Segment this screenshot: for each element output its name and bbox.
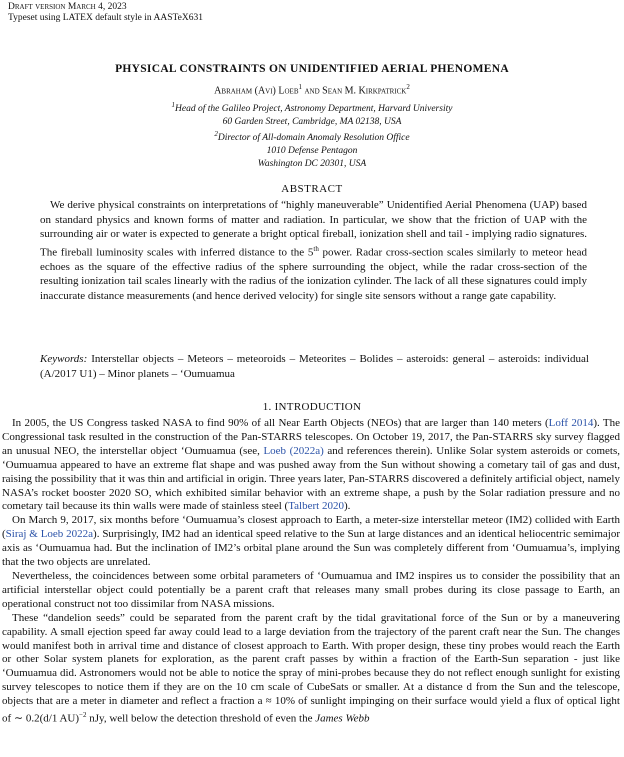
- author-separator: and: [302, 85, 323, 97]
- paragraph: [2, 417, 620, 514]
- affiliation-2: [0, 128, 624, 171]
- abstract-text-part: power. Radar cross-section scales similarly to meteor head echoes as the square of the effective radius of the sphere surrounding the object, while the radar cross-section of the resulting ionization tail scales linearly with the radius of the ionization cylinder. The lack of all these signatures could imply inaccurate distance measurements (and hence derived velocity) for single site sensors without a range gate capability.: [40, 246, 587, 302]
- keywords-label: Keywords:: [40, 353, 88, 365]
- affiliation-line: Director of All-domain Anomaly Resolution Office: [217, 133, 410, 144]
- paragraph-text: and references therein). Unlike Solar system asteroids or comets, ‘Oumuamua appeared to have an extreme flat shape and was pushed away from the Sun without showing a cometary tail of gas and dust, raising the possibility that it was thin and artificial in origin. Three years later, Pan-STARRS discovered a definitely artificial object, namely NASA’s rocket booster 2020 SO, which exhibited similar behavior with an extreme shape, a push by the Solar radiation pressure and no cometary tail because its thin walls were made of stainless steel (: [2, 444, 621, 513]
- abstract-heading: ABSTRACT: [281, 183, 343, 195]
- paragraph: [2, 612, 620, 727]
- paper-title: PHYSICAL CONSTRAINTS ON UNIDENTIFIED AERIAL PHENOMENA: [115, 63, 509, 75]
- citation-link[interactable]: Loff 2014: [548, 417, 594, 429]
- affiliation-line: 60 Garden Street, Cambridge, MA 02138, USA: [222, 117, 402, 128]
- affiliation-mark: 2: [214, 130, 218, 138]
- affiliation-line: Washington DC 20301, USA: [257, 159, 367, 170]
- section-heading: 1. INTRODUCTION: [262, 401, 362, 413]
- keywords: [40, 352, 589, 381]
- citation-link[interactable]: Talbert 2020: [288, 500, 344, 513]
- author-name: Sean M. Kirkpatrick: [322, 85, 407, 97]
- author-line: [0, 83, 624, 96]
- paragraph-text: On March 9, 2017, six months before ‘Oumuamua’s closest approach to Earth, a meter-size interstellar meteor (IM2) collided with Earth (: [2, 514, 620, 541]
- citation-link[interactable]: Loeb (2022a): [263, 444, 324, 457]
- affiliation-line: Head of the Galileo Project, Astronomy Department, Harvard University: [175, 104, 453, 115]
- paragraph-text: ). The Congressional task resulted in the construction of the Pan-STARRS telescopes. On October 19, 2017, the Pan-STARRS sky survey flagged an unusual NEO, the interstellar object ‘Oumuamua (see,: [2, 417, 620, 457]
- draft-version: Draft version March 4, 2023: [8, 2, 127, 12]
- paragraph-text: ). Surprisingly, IM2 had an identical speed relative to the Sun at large distances and an identical heliocentric semimajor axis as ‘Oumuamua had. But the inclination of IM2’s orbital plane around the Sun was completely different from ‘Oumuamua’s, implying that the two objects are unrelated.: [2, 528, 620, 569]
- paragraph-text: nJy, well below the detection threshold of even the: [86, 712, 316, 725]
- keywords-list: Interstellar objects – Meteors – meteoroids – Meteorites – Bolides – asteroids: general – asteroids: individual (A/2017 U1) – Minor planets – ‘Oumuamua: [40, 353, 589, 380]
- paragraph: Nevertheless, the coincidences between some orbital parameters of ‘Oumuamua and IM2 inspires us to consider the possibility that an artificial interstellar object could potentially be a parent craft that releases many small probes during its close passage to Earth, an operational construct not too dissimilar from NASA missions.: [2, 569, 620, 610]
- author-name: Abraham (Avi) Loeb: [214, 85, 299, 97]
- superscript: th: [313, 244, 319, 253]
- superscript: −2: [79, 711, 87, 720]
- citation-link[interactable]: Siraj & Loeb 2022a: [5, 528, 94, 541]
- section-body: [2, 417, 620, 727]
- affiliation-line: 1010 Defense Pentagon: [266, 146, 358, 157]
- affiliation-1: [0, 99, 624, 129]
- paragraph-text: James Webb: [315, 712, 370, 725]
- affiliation-mark: 2: [406, 83, 410, 91]
- paragraph: [2, 514, 620, 570]
- abstract-text: [40, 198, 587, 303]
- affiliation-mark: 1: [298, 83, 302, 91]
- paragraph-text: In 2005, the US Congress tasked NASA to find 90% of all Near Earth Objects (NEOs) that are larger than 140 meters (: [12, 417, 549, 429]
- typeset-note: Typeset using LATEX default style in AASTeX631: [8, 13, 203, 23]
- page-header: [8, 2, 203, 24]
- paragraph-text: These “dandelion seeds” could be separated from the parent craft by the tidal gravitational force of the Sun or by a maneuvering capability. A small ejection speed far away could lead to a large deviation from the trajectory of the parent craft near the Sun. The changes would manifest both in arrival time and distance of closest approach to Earth. With proper design, these tiny probes would reach the Earth or other Solar system planets for exploration, as the parent craft passes by within a fraction of the Earth-Sun separation - just like ‘Oumuamua did. Astronomers would not be able to notice the spray of mini-probes because they do not reflect enough sunlight for existing survey telescopes to notice them if they are on the 10 cm scale of CubeSats or smaller. At a distance d from the Sun and the telescope, objects that are a meter in diameter and reflect a fraction a ≈ 10% of sunlight impinging on their surface would yield a flux of optical light of ∼ 0.2(d/1 AU): [2, 611, 620, 725]
- affiliation-mark: 1: [171, 101, 176, 109]
- paragraph-text: ).: [343, 500, 351, 513]
- abstract-text-part: We derive physical constraints on interpretations of “highly maneuverable” Unidentified Aerial Phenomena (UAP) based on standard physics and known forms of matter and radiation. In particular, we show that the friction of UAP with the surrounding air or water is expected to generate a bright optical fireball, ionization shell and tail - implying radio signatures. The fireball luminosity scales with inferred distance to the 5: [40, 199, 587, 259]
